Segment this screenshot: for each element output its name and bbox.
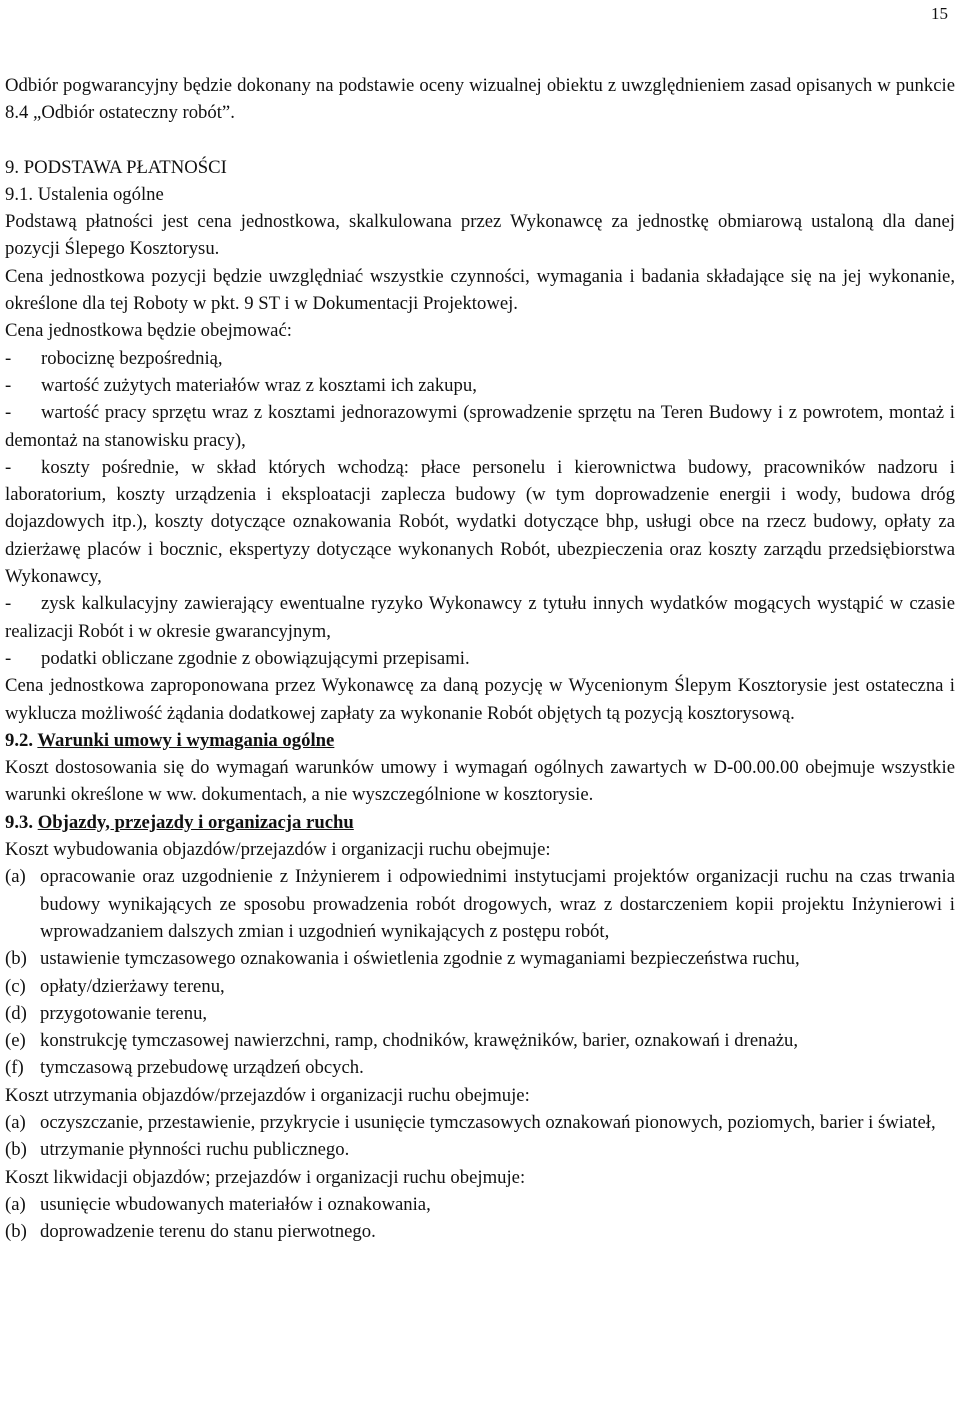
list-item: (a) opracowanie oraz uzgodnienie z Inżynierem i odpowiednimi instytucjami projektów organizacji ruchu na czas trwania budowy wynikających ze sposobu prowadzenia robót drogowych, wraz z dostarczeniem kopii projektu Inżynierowi i wprowadzaniem dalszych zmian i uzgodnień wynikających z postępu robót, [5, 866, 955, 942]
subsection-heading: 9.1. Ustalenia ogólne [5, 183, 164, 205]
list-item: (b) utrzymanie płynności ruchu publicznego. [5, 1139, 350, 1161]
paragraph: Koszt likwidacji objazdów; przejazdów i organizacji ruchu obejmuje: [5, 1166, 526, 1188]
list-item: (c) opłaty/dzierżawy terenu, [5, 975, 225, 997]
list-item: (a) usunięcie wbudowanych materiałów i oznakowania, [5, 1193, 431, 1215]
section-heading: 9. PODSTAWA PŁATNOŚCI [5, 156, 227, 178]
list-item: (a) oczyszczanie, przestawienie, przykrycie i usunięcie tymczasowych oznakowań pionowych, poziomych, barier i świateł, [5, 1111, 936, 1133]
list-item: - robociznę bezpośrednią, [5, 347, 223, 369]
list-item: (e) konstrukcję tymczasowej nawierzchni, ramp, chodników, krawężników, barier, oznakowań i drenażu, [5, 1030, 799, 1052]
paragraph: Cena jednostkowa będzie obejmować: [5, 320, 292, 342]
list-item: - zysk kalkulacyjny zawierający ewentualne ryzyko Wykonawcy z tytułu innych wydatków mogących wystąpić w czasie realizacji Robót i w okresie gwarancyjnym, [5, 593, 955, 642]
list-item: - wartość pracy sprzętu wraz z kosztami jednorazowymi (sprowadzenie sprzętu na Teren Budowy i z powrotem, montaż i demontaż na stanowisku pracy), [5, 402, 955, 451]
list-item: (b) doprowadzenie terenu do stanu pierwotnego. [5, 1221, 376, 1243]
list-item: - podatki obliczane zgodnie z obowiązującymi przepisami. [5, 647, 470, 669]
spacer [5, 127, 955, 154]
paragraph: Cena jednostkowa pozycji będzie uwzględniać wszystkie czynności, wymagania i badania składające się na jej wykonanie, określone dla tej Roboty w pkt. 9 ST i w Dokumentacji Projektowej. [5, 265, 955, 315]
paragraph: Koszt dostosowania się do wymagań warunków umowy i wymagań ogólnych zawartych w D-00.00.00 obejmuje wszystkie warunki określone w ww. dokumentach, a nie wyszczególnione w kosztorysie. [5, 757, 955, 806]
paragraph: Cena jednostkowa zaproponowana przez Wykonawcę za daną pozycję w Wycenionym Ślepym Kosztorysie jest ostateczna i wyklucza możliwość żądania dodatkowej zapłaty za wykonanie Robót objętych tą pozycją kosztorysową. [5, 675, 955, 724]
paragraph: Koszt wybudowania objazdów/przejazdów i organizacji ruchu obejmuje: [5, 839, 551, 861]
paragraph: Koszt utrzymania objazdów/przejazdów i organizacji ruchu obejmuje: [5, 1084, 530, 1106]
page-number: 15 [931, 4, 948, 23]
list-item: (d) przygotowanie terenu, [5, 1002, 208, 1024]
list-item: (f) tymczasową przebudowę urządzeń obcych. [5, 1057, 364, 1079]
list-item: - koszty pośrednie, w skład których wchodzą: płace personelu i kierownictwa budowy, pracowników nadzoru i laboratorium, koszty urządzenia i eksploatacji zaplecza budowy (w tym doprowadzenie energii i wody, budowa dróg dojazdowych itp.), koszty dotyczące oznakowania Robót, wydatki dotyczące bhp, usługi obce na rzecz budowy, opłaty za dzierżawę placów i bocznic, ekspertyzy dotyczące wykonanych Robót, ubezpieczenia oraz koszty zarządu przedsiębiorstwa Wykonawcy, [5, 456, 955, 588]
document-body [5, 72, 955, 1245]
list-item: (b) ustawienie tymczasowego oznakowania i oświetlenia zgodnie z wymaganiami bezpieczeństwa ruchu, [5, 948, 800, 970]
list-item: - wartość zużytych materiałów wraz z kosztami ich zakupu, [5, 374, 477, 396]
subsection-heading: 9.3. Objazdy, przejazdy i organizacja ruchu [5, 811, 354, 833]
paragraph: Podstawą płatności jest cena jednostkowa, skalkulowana przez Wykonawcę za jednostkę obmiarową ustaloną dla danej pozycji Ślepego Kosztorysu. [5, 211, 955, 260]
subsection-heading: 9.2. Warunki umowy i wymagania ogólne [5, 729, 335, 751]
intro-paragraph: Odbiór pogwarancyjny będzie dokonany na podstawie oceny wizualnej obiektu z uwzględnieniem zasad opisanych w punkcie 8.4 „Odbiór ostateczny robót”. [5, 75, 955, 124]
